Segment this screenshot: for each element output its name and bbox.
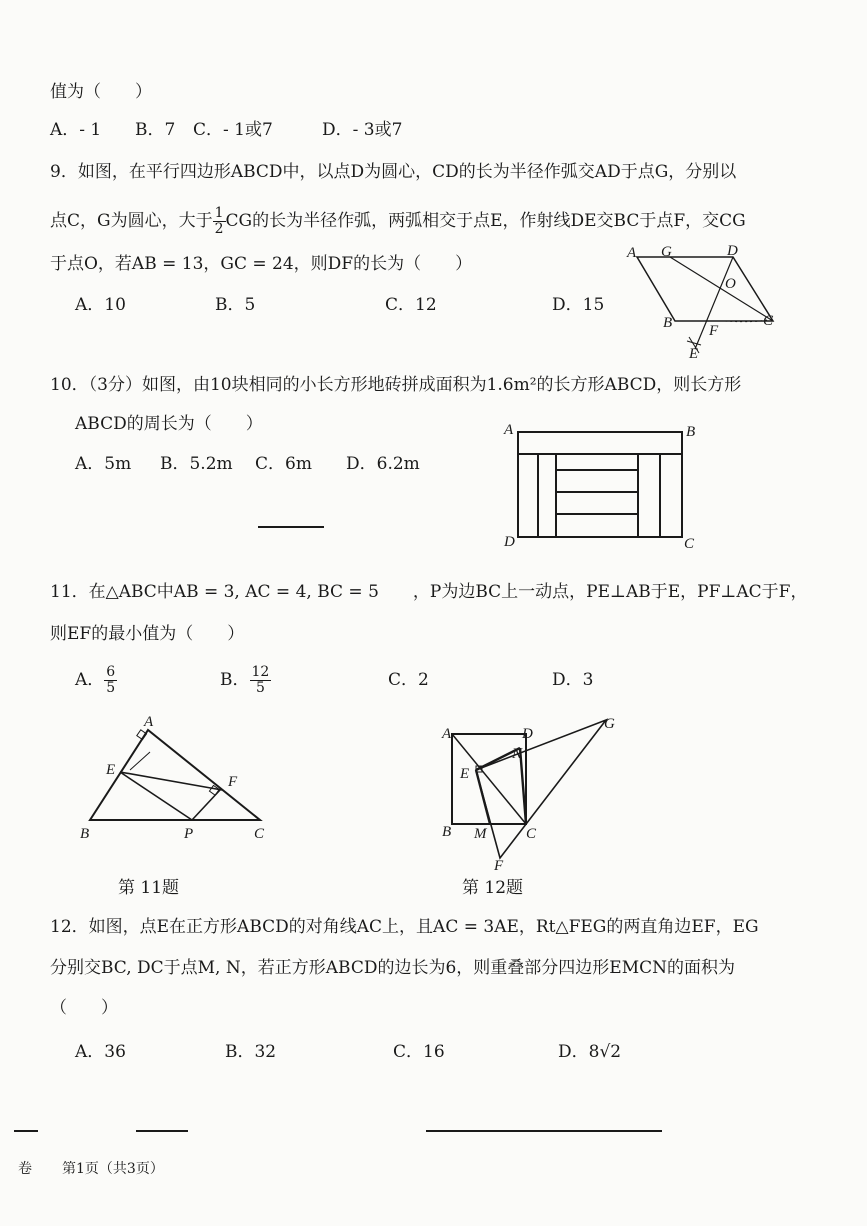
- footer-volume: 卷: [18, 1161, 32, 1177]
- q11-label-b: B: [80, 826, 90, 842]
- q12-label-d: D: [522, 726, 533, 742]
- q12-figure-caption: 第 12题: [462, 878, 524, 898]
- q10-option-b: B．5.2m: [160, 454, 233, 474]
- q9-segment-gc: [670, 257, 773, 321]
- q9-label-c: C: [763, 313, 774, 329]
- q12-option-c: C．16: [393, 1042, 445, 1062]
- q10-option-c: C．6m: [255, 454, 312, 474]
- q11-segment-pe: [120, 772, 192, 820]
- q11-option-c: C．2: [388, 670, 429, 690]
- q9-half-fraction: $\frac{1}{2}$: [214, 205, 224, 237]
- q9-label-d: D: [727, 245, 738, 259]
- q11-label-e: E: [106, 762, 116, 778]
- q12-option-a: A．36: [75, 1042, 126, 1062]
- q10-stem-line1: 10．（3分）如图，由10块相同的小长方形地砖拼成面积为1.6m²的长方形ABCD，则长方形: [50, 375, 742, 395]
- q12-label-n: N: [512, 746, 523, 762]
- q10-option-d: D．6.2m: [346, 454, 420, 474]
- q9-label-a: A: [627, 245, 637, 261]
- q11-figure-triangle: [70, 710, 290, 850]
- q10-label-d: D: [504, 534, 515, 550]
- q12-stem-line1: 12．如图，点E在正方形ABCD的对角线AC上，且AC = 3AE，Rt△FEG的两直角边EF，EG: [50, 917, 759, 937]
- q8-option-a: A．- 1: [50, 120, 102, 140]
- q10-blank-line: [258, 526, 324, 528]
- q9-stem-line2: [50, 204, 746, 238]
- q10-label-c: C: [684, 536, 695, 552]
- q11-stem-line1: 11．在△ABC中AB = 3, AC = 4, BC = 5 ，P为边BC上一动点，PE⊥AB于E，PF⊥AC于F，: [50, 582, 808, 602]
- q12-triangle-feg: [476, 720, 606, 858]
- q12-label-f: F: [494, 858, 504, 874]
- q12-figure-square: [436, 708, 636, 878]
- q10-stem-line2: ABCD的周长为（ ）: [75, 414, 263, 434]
- q9-line2-a: 点C，G为圆心，大于: [50, 211, 213, 231]
- q11-option-b-fraction: $\frac{12}{5}$: [251, 664, 270, 696]
- q9-stem-line1: 9．如图，在平行四边形ABCD中，以点D为圆心，CD的长为半径作弧交AD于点G，分别以: [50, 162, 737, 182]
- q10-option-a: A．5m: [75, 454, 132, 474]
- q11-option-a-fraction: $\frac{6}{5}$: [106, 664, 116, 696]
- q12-label-m: M: [474, 826, 487, 842]
- q9-parallelogram-abcd: [637, 257, 773, 321]
- q11-label-c: C: [254, 826, 265, 842]
- q10-figure-tiles: [498, 418, 708, 553]
- q9-label-b: B: [663, 315, 673, 331]
- q11-option-a-label: A．: [75, 670, 105, 690]
- q8-option-c: C．- 1或7: [193, 120, 273, 140]
- q10-label-b: B: [686, 424, 696, 440]
- q8-stem-tail: 值为（ ）: [50, 82, 152, 102]
- q11-option-b: [220, 660, 271, 700]
- q11-label-a: A: [144, 714, 154, 730]
- q11-option-b-label: B．: [220, 670, 250, 690]
- q11-figure-caption: 第 11题: [118, 878, 180, 898]
- q12-label-c: C: [526, 826, 537, 842]
- q9-stem-line3: 于点O，若AB = 13，GC = 24，则DF的长为（ ）: [50, 254, 473, 274]
- q9-label-o: O: [725, 276, 736, 292]
- footer-rule-left-1: [14, 1130, 38, 1132]
- footer-rule-left-2: [136, 1130, 188, 1132]
- q11-label-p: P: [184, 826, 194, 842]
- q9-figure-parallelogram: [625, 245, 795, 365]
- q11-segment-ef: [120, 772, 222, 790]
- q12-label-a: A: [442, 726, 452, 742]
- q12-label-e: E: [460, 766, 470, 782]
- footer-page-number: 第1页（共3页）: [62, 1161, 164, 1177]
- q11-option-a: [75, 660, 117, 700]
- q9-option-d: D．15: [552, 295, 605, 315]
- q9-option-b: B．5: [215, 295, 256, 315]
- q11-label-f: F: [228, 774, 238, 790]
- q10-label-a: A: [504, 422, 514, 438]
- q12-option-d: D．8√2: [558, 1042, 622, 1062]
- q9-line2-b: CG的长为半径作弧，两弧相交于点E，作射线DE交BC于点F，交CG: [225, 211, 746, 231]
- q11-option-d: D．3: [552, 670, 594, 690]
- q9-option-c: C．12: [385, 295, 437, 315]
- q12-stem-line2: 分别交BC, DC于点M, N，若正方形ABCD的边长为6，则重叠部分四边形EMCN的面积为: [50, 958, 735, 978]
- q12-label-b: B: [442, 824, 452, 840]
- q9-label-e: E: [689, 346, 699, 362]
- q12-stem-line3: （ ）: [50, 998, 118, 1018]
- q8-option-d: D．- 3或7: [322, 120, 403, 140]
- q9-option-a: A．10: [75, 295, 126, 315]
- q12-option-b: B．32: [225, 1042, 277, 1062]
- q9-label-f: F: [709, 323, 719, 339]
- q8-option-b: B．7: [135, 120, 176, 140]
- q11-stem-line2: 则EF的最小值为（ ）: [50, 624, 245, 644]
- q10-rect-abcd: [518, 432, 682, 537]
- footer-rule-right: [426, 1130, 662, 1132]
- q12-label-g: G: [604, 716, 615, 732]
- q9-label-g: G: [661, 245, 672, 260]
